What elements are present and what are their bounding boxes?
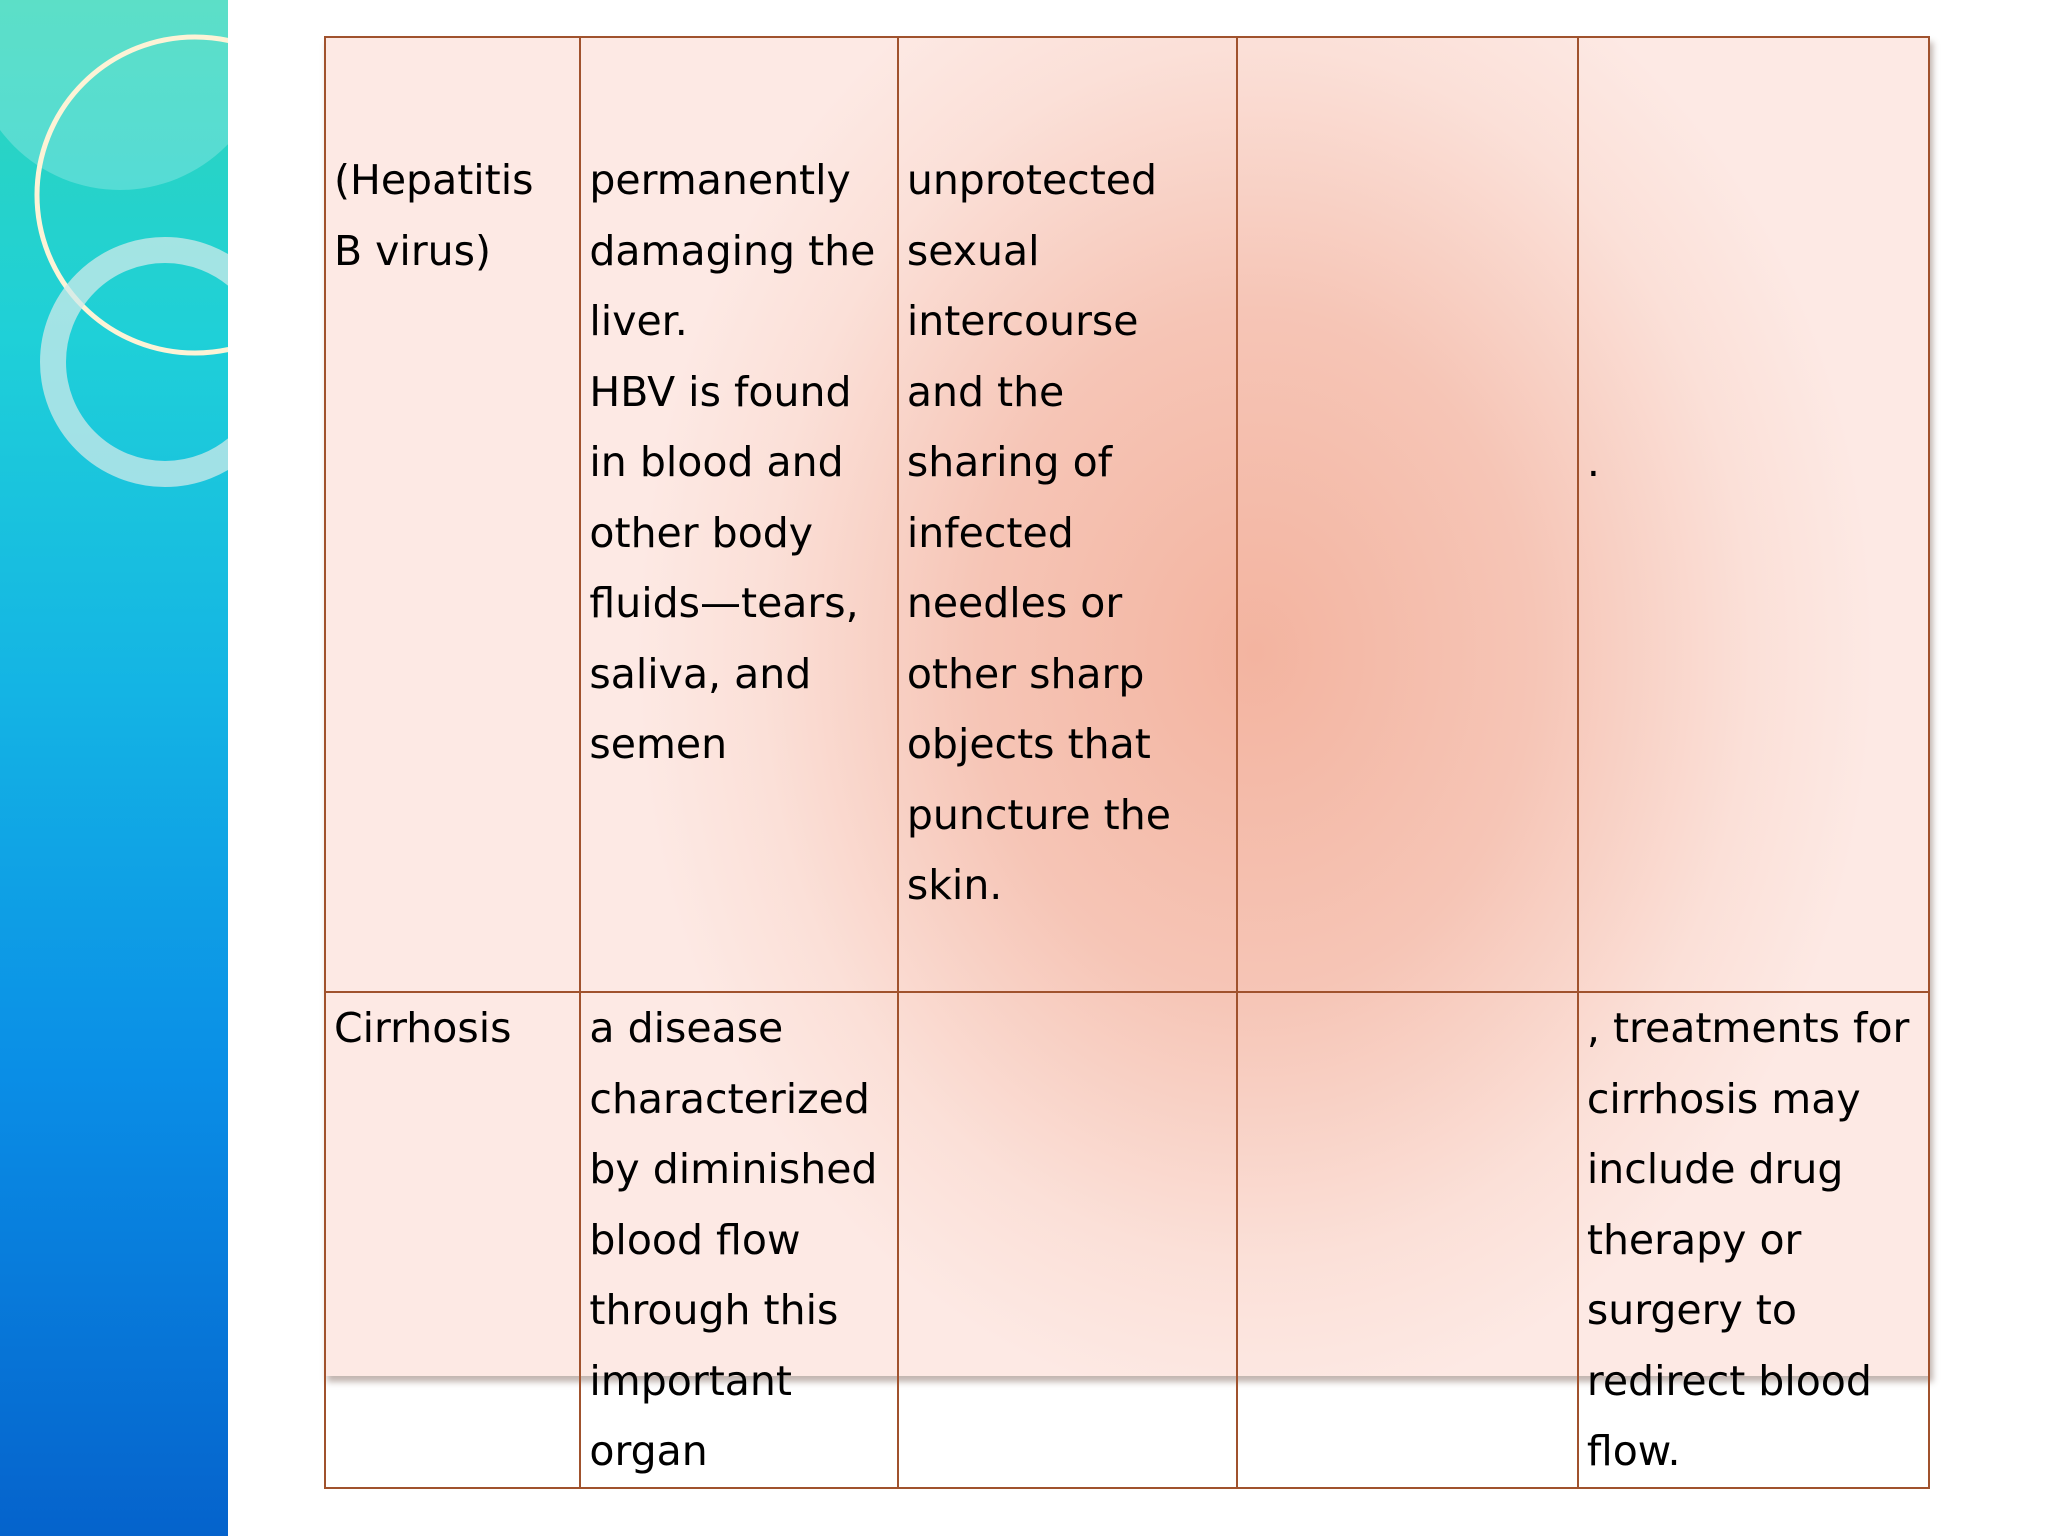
table-cell-treatment bbox=[1578, 37, 1929, 992]
table-row bbox=[325, 992, 1929, 1488]
table-cell-empty bbox=[1237, 992, 1578, 1488]
table-cell-disease: (Hepatitis B virus) bbox=[325, 37, 580, 992]
table-cell-description: permanently damaging the liver. HBV is found in blood and other body fluids—tears, saliva, and semen bbox=[580, 37, 897, 992]
table-cell-empty bbox=[1237, 37, 1578, 992]
decorative-side-band bbox=[0, 0, 228, 1536]
disease-table bbox=[324, 36, 1930, 1489]
table-cell-transmission: unprotected sexual intercourse and the sharing of infected needles or other sharp objects that puncture the skin. bbox=[898, 37, 1238, 992]
table-row bbox=[325, 37, 1929, 992]
decorative-rings-icon bbox=[0, 0, 228, 1536]
table-cell-description: a disease characterized by diminished blood flow through this important organ bbox=[580, 992, 897, 1488]
table-cell-text: . bbox=[1586, 438, 1600, 486]
table-cell-disease: Cirrhosis bbox=[325, 992, 580, 1488]
table-cell-treatment: , treatments for cirrhosis may include drug therapy or surgery to redirect blood flow. bbox=[1578, 992, 1929, 1488]
table-cell-transmission bbox=[898, 992, 1238, 1488]
content-table bbox=[324, 36, 1930, 1475]
